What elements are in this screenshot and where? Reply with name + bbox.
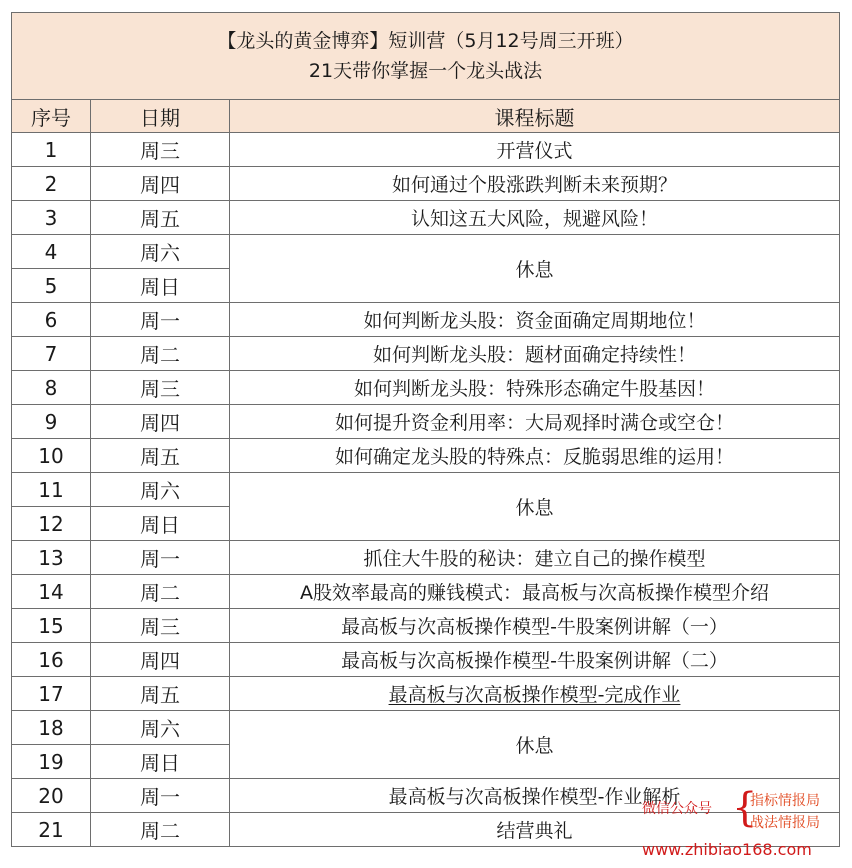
row-no: 5 [12, 269, 91, 303]
row-course [230, 677, 840, 711]
row-day: 周三 [91, 133, 230, 167]
watermark-url: www.zhibiao168.com [642, 840, 812, 859]
title-line-2: 21天带你掌握一个龙头战法 [308, 60, 543, 82]
row-course-rest: 休息 [230, 473, 840, 541]
row-no: 15 [12, 609, 91, 643]
row-day: 周五 [91, 677, 230, 711]
row-day: 周二 [91, 813, 230, 847]
schedule-sheet [11, 12, 839, 847]
table-row [12, 711, 840, 745]
row-day: 周日 [91, 507, 230, 541]
table-row [12, 371, 840, 405]
row-day: 周一 [91, 779, 230, 813]
table-row [12, 643, 840, 677]
table-row [12, 575, 840, 609]
row-course: 如何判断龙头股：资金面确定周期地位！ [230, 303, 840, 337]
title-cell [12, 13, 840, 100]
header-date: 日期 [91, 100, 230, 133]
row-course: 如何确定龙头股的特殊点：反脆弱思维的运用！ [230, 439, 840, 473]
row-no: 3 [12, 201, 91, 235]
row-day: 周四 [91, 405, 230, 439]
table-row [12, 133, 840, 167]
row-no: 11 [12, 473, 91, 507]
row-no: 9 [12, 405, 91, 439]
row-no: 10 [12, 439, 91, 473]
header-row [12, 100, 840, 133]
row-day: 周一 [91, 541, 230, 575]
row-day: 周二 [91, 337, 230, 371]
row-course: 最高板与次高板操作模型-牛股案例讲解（二） [230, 643, 840, 677]
row-course-rest: 休息 [230, 235, 840, 303]
watermark-line-2: 战法情报局 [750, 815, 820, 831]
row-no: 8 [12, 371, 91, 405]
header-course: 课程标题 [230, 100, 840, 133]
row-no: 6 [12, 303, 91, 337]
row-course-rest: 休息 [230, 711, 840, 779]
row-course: 最高板与次高板操作模型-作业解析 [230, 779, 840, 813]
table-row [12, 235, 840, 269]
row-course: 开营仪式 [230, 133, 840, 167]
row-no: 20 [12, 779, 91, 813]
row-no: 17 [12, 677, 91, 711]
watermark-line-1: 指标情报局 [750, 793, 820, 809]
row-course: 如何判断龙头股：题材面确定持续性！ [230, 337, 840, 371]
row-day: 周三 [91, 609, 230, 643]
row-day: 周四 [91, 167, 230, 201]
table-row [12, 541, 840, 575]
row-day: 周日 [91, 269, 230, 303]
row-course: 最高板与次高板操作模型-牛股案例讲解（一） [230, 609, 840, 643]
row-day: 周五 [91, 201, 230, 235]
row-day: 周五 [91, 439, 230, 473]
row-course-text: 最高板与次高板操作模型-完成作业 [388, 684, 681, 706]
table-row [12, 609, 840, 643]
row-day: 周二 [91, 575, 230, 609]
row-no: 18 [12, 711, 91, 745]
table-row [12, 439, 840, 473]
row-course: 如何通过个股涨跌判断未来预期？ [230, 167, 840, 201]
row-no: 4 [12, 235, 91, 269]
row-no: 14 [12, 575, 91, 609]
row-day: 周六 [91, 235, 230, 269]
watermark-label: 微信公众号 [642, 801, 712, 817]
row-day: 周六 [91, 473, 230, 507]
table-row [12, 405, 840, 439]
table-row [12, 337, 840, 371]
row-no: 2 [12, 167, 91, 201]
title-row [12, 13, 840, 100]
table-row [12, 473, 840, 507]
table-row [12, 167, 840, 201]
row-no: 21 [12, 813, 91, 847]
row-no: 7 [12, 337, 91, 371]
schedule-table [11, 12, 840, 847]
row-course: 如何提升资金利用率：大局观择时满仓或空仓！ [230, 405, 840, 439]
row-no: 16 [12, 643, 91, 677]
row-course: A股效率最高的赚钱模式：最高板与次高板操作模型介绍 [230, 575, 840, 609]
row-day: 周一 [91, 303, 230, 337]
table-row [12, 677, 840, 711]
row-day: 周六 [91, 711, 230, 745]
header-no: 序号 [12, 100, 91, 133]
table-row [12, 201, 840, 235]
row-course: 如何判断龙头股：特殊形态确定牛股基因！ [230, 371, 840, 405]
row-no: 1 [12, 133, 91, 167]
row-day: 周日 [91, 745, 230, 779]
brace-glyph: { [732, 785, 758, 831]
row-day: 周三 [91, 371, 230, 405]
row-course: 结营典礼 [230, 813, 840, 847]
row-no: 13 [12, 541, 91, 575]
row-no: 19 [12, 745, 91, 779]
row-no: 12 [12, 507, 91, 541]
table-row [12, 303, 840, 337]
watermark [642, 785, 847, 862]
row-course: 认知这五大风险，规避风险！ [230, 201, 840, 235]
row-day: 周四 [91, 643, 230, 677]
row-course: 抓住大牛股的秘诀：建立自己的操作模型 [230, 541, 840, 575]
title-line-1: 【龙头的黄金博弈】短训营（5月12号周三开班） [217, 30, 634, 52]
